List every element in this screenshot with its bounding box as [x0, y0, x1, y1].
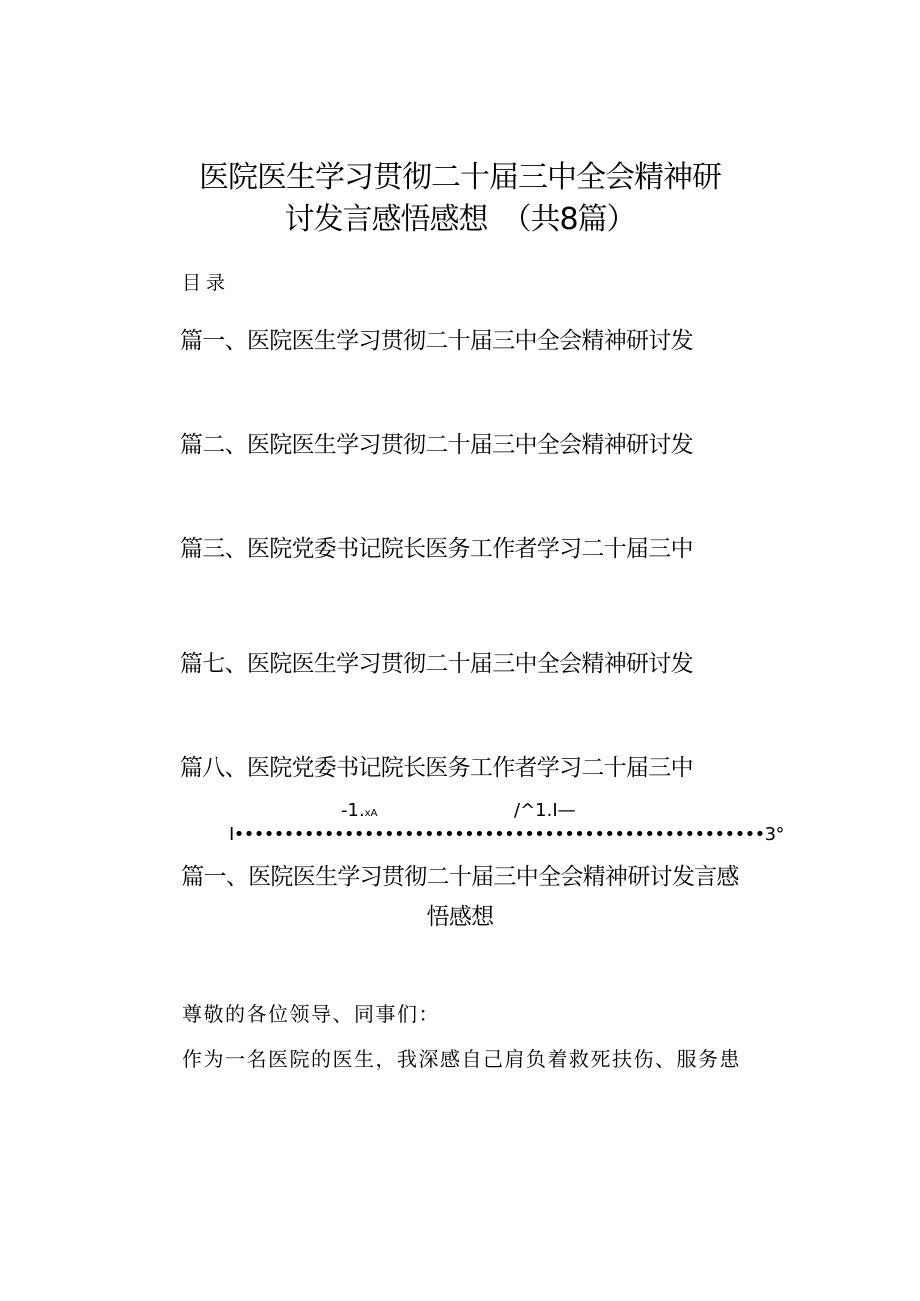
toc-item[interactable]: 篇一、医院医生学习贯彻二十届三中全会精神研讨发 — [180, 328, 693, 354]
document-title-line-2: 讨发言感悟感想 （共8篇） — [284, 202, 636, 237]
toc-field-artifact-left — [341, 800, 377, 821]
body-paragraph-line: 作为一名医院的医生，我深感自己肩负着救死扶伤、服务患 — [182, 1047, 741, 1071]
body-paragraph-line: 尊敬的各位领导、同事们： — [182, 1002, 440, 1026]
toc-item[interactable]: 篇三、医院党委书记院长医务工作者学习二十届三中 — [180, 536, 693, 562]
section-title-line-2: 悟感想 — [426, 904, 494, 930]
section-title-line-1: 篇一、医院医生学习贯彻二十届三中全会精神研讨发言感 — [181, 864, 739, 890]
toc-heading: 目录 — [182, 272, 231, 294]
artifact-left-small: xA — [364, 808, 378, 819]
artifact-left-main: -1. — [341, 800, 365, 821]
document-title-line-1: 医院医生学习贯彻二十届三中全会精神研 — [199, 160, 721, 195]
toc-item[interactable]: 篇八、医院党委书记院长医务工作者学习二十届三中 — [180, 755, 693, 781]
toc-dot-leader: I•••••••••••••••••••••••••••••••••••••••••••••••••••••3° — [229, 824, 784, 845]
toc-item[interactable]: 篇七、医院医生学习贯彻二十届三中全会精神研讨发 — [180, 651, 693, 677]
toc-field-artifact-right: /^1.I— — [514, 800, 576, 821]
toc-item[interactable]: 篇二、医院医生学习贯彻二十届三中全会精神研讨发 — [180, 432, 693, 458]
